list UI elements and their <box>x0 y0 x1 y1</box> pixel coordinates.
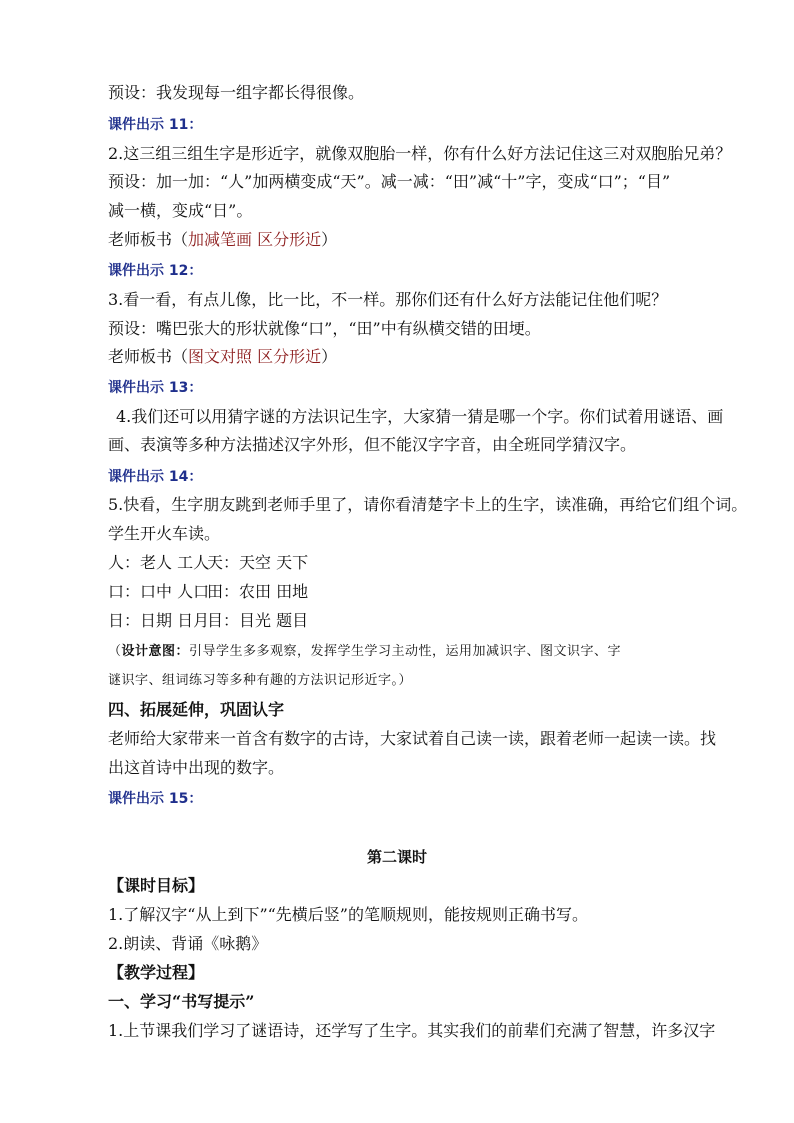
list-item: 1.了解汉字“从上到下”“先横后竖”的笔顺规则，能按规则正确书写。 <box>108 905 588 924</box>
board-note-keyword: 加减笔画 区分形近 <box>188 230 322 249</box>
design-intent: （设计意图：引导学生多多观察，发挥学生学习主动性，运用加减识字、图文识字、字 <box>108 644 622 659</box>
paragraph: 预设：加一加：“人”加两横变成“天”。减一减：“田”减“十”字，变成“口”；“目” <box>108 172 671 191</box>
courseware-label: 课件出示 11： <box>108 117 203 133</box>
list-item: 2.朗读、背诵《咏鹅》 <box>108 934 268 953</box>
paragraph: 5.快看，生字朋友跳到老师手里了，请你看清楚字卡上的生字，读准确，再给它们组个词。 <box>108 495 748 514</box>
paragraph: 画、表演等多种方法描述汉字外形，但不能汉字字音，由全班同学猜汉字。 <box>108 435 637 454</box>
section-heading: 【教学过程】 <box>108 963 205 982</box>
lesson-title: 第二课时 <box>366 848 427 866</box>
paragraph: 4.我们还可以用猜字谜的方法识记生字，大家猜一猜是哪一个字。你们试着用谜语、画 <box>116 407 724 426</box>
paragraph: 预设：嘴巴张大的形状就像“口”，“田”中有纵横交错的田埂。 <box>108 319 541 338</box>
word-pair-row: 日：日期 日月 目：目光 题目 <box>108 611 309 630</box>
board-note-keyword: 图文对照 区分形近 <box>188 347 322 366</box>
paragraph: 1.上节课我们学习了谜语诗，还学写了生字。其实我们的前辈们充满了智慧，许多汉字 <box>108 1021 716 1040</box>
paragraph: 3.看一看，有点儿像，比一比，不一样。那你们还有什么好方法能记住他们呢？ <box>108 290 668 309</box>
section-heading: 【课时目标】 <box>108 876 205 895</box>
paragraph: 出这首诗中出现的数字。 <box>108 758 285 777</box>
courseware-label: 课件出示 12： <box>108 263 203 279</box>
paragraph: 老师给大家带来一首含有数字的古诗，大家试着自己读一读，跟着老师一起读一读。找 <box>108 729 717 748</box>
paragraph: 预设：我发现每一组字都长得很像。 <box>108 83 365 102</box>
word-pair-row: 人：老人 工人 天：天空 天下 <box>108 553 309 572</box>
courseware-label: 课件出示 15： <box>108 791 203 807</box>
section-heading: 一、学习“书写提示” <box>108 992 255 1011</box>
paragraph: 减一横，变成“日”。 <box>108 201 253 220</box>
board-note: 老师板书（图文对照 区分形近） <box>108 347 338 366</box>
design-intent: 谜识字、组词练习等多种有趣的方法识记形近字。） <box>108 673 413 688</box>
courseware-label: 课件出示 13： <box>108 380 203 396</box>
word-pair-row: 口：口中 人口 田：农田 田地 <box>108 582 309 601</box>
paragraph: 2.这三组三组生字是形近字，就像双胞胎一样，你有什么好方法记住这三对双胞胎兄弟？ <box>108 144 732 163</box>
paragraph: 学生开火车读。 <box>108 524 221 543</box>
section-heading: 四、拓展延伸，巩固认字 <box>108 700 285 719</box>
courseware-label: 课件出示 14： <box>108 469 203 485</box>
board-note: 老师板书（加减笔画 区分形近） <box>108 230 338 249</box>
